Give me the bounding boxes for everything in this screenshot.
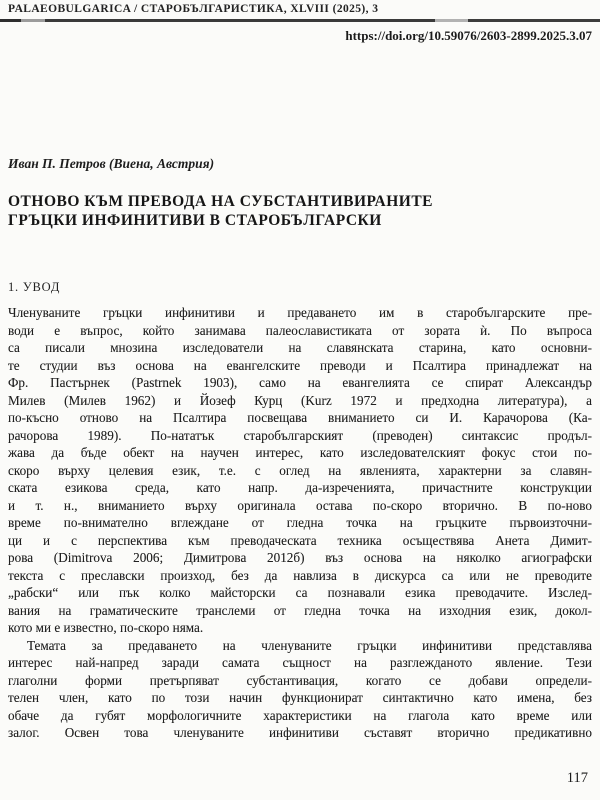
body-text-line: жава да бъде обект на научен интерес, като изследователският фокус стои по- bbox=[8, 445, 592, 460]
body-text-line: рачорова 1989). По-нататък старобългарският (преводен) синтаксис продъл- bbox=[8, 427, 592, 443]
header-rule bbox=[0, 19, 600, 22]
body-text-line: води е въпрос, който занимава палеославистиката от зората ѝ. По въпроса bbox=[8, 322, 592, 338]
body-text-line: и т. н., вниманието върху оригинала остава по-скоро вторично. В по-ново bbox=[8, 497, 592, 513]
body-text-line: време по-внимателно вглеждане от гледна точка на гръцките първоизточни- bbox=[8, 515, 592, 530]
body-text-line: скоро върху целевия език, т.е. с оглед на явленията, характерни за славян- bbox=[8, 462, 592, 478]
body-text-line: обаче да губят морфологичните характеристики на глагола като време или bbox=[8, 707, 592, 723]
body-text bbox=[8, 304, 592, 742]
body-text-line: текста с преславски произход, без да навлиза в дискурса са или не преводите bbox=[8, 567, 592, 583]
body-text-line: телен член, като по този начин функционират синтактично като имена, без bbox=[8, 690, 592, 705]
body-text-line: залог. Освен това членуваните инфинитиви съставят вторично предикативно bbox=[8, 725, 592, 740]
body-text-line: глаголни форми претърпяват субстантивация, когато се добави определи- bbox=[8, 672, 592, 688]
article-title-line-2: ГРЪЦКИ ИНФИНИТИВИ В СТАРОБЪЛГАРСКИ bbox=[8, 212, 382, 229]
body-text-line: Фр. Пастърнек (Pastrnek 1903), само на евангелията се спират Александър bbox=[8, 375, 592, 390]
page-number: 117 bbox=[566, 770, 588, 786]
body-text-line: Темата за предаването на членуваните гръцки инфинитиви представлява bbox=[27, 637, 592, 653]
body-text-line: Милев (Милев 1962) и Йозеф Курц (Kurz 1972 и предходна литература), а bbox=[8, 392, 592, 408]
body-text-line: ци и с перспектива към преводаческата техника осъществява Анета Димит- bbox=[8, 532, 592, 548]
section-heading: 1. УВОД bbox=[8, 280, 61, 294]
article-title-line-1: ОТНОВО КЪМ ПРЕВОДА НА СУБСТАНТИВИРАНИТЕ bbox=[8, 193, 433, 210]
body-text-line: те студии въз основа на евангелските преводи и Псалтира принадлежат на bbox=[8, 357, 592, 373]
body-text-line: вания на граматическите транслеми от гледна точка на изходния език, докол- bbox=[8, 602, 592, 618]
article-title bbox=[8, 192, 592, 230]
body-text-line: кото ми е известно, по-скоро няма. bbox=[8, 620, 204, 635]
body-text-line: интерес най-напред заради самата същност на разглежданото явление. Тези bbox=[8, 655, 592, 670]
journal-header: PALAEOBULGARICA / СТАРОБЪЛГАРИСТИКА, XLVIII (2025), 3 bbox=[8, 3, 379, 15]
body-text-line: Членуваните гръцки инфинитиви и предаването им в старобългарските пре- bbox=[8, 305, 592, 320]
author-line: Иван П. Петров (Виена, Австрия) bbox=[8, 156, 215, 171]
body-text-line: ската езикова среда, като напр. да-изреченията, причастните конструкции bbox=[8, 480, 592, 495]
body-text-line: „рабски“ или пък колко майсторски са познавали езика преводачите. Изслед- bbox=[8, 585, 592, 600]
doi-text: https://doi.org/10.59076/2603-2899.2025.3.07 bbox=[345, 28, 592, 43]
body-text-line: по-късно отново на Псалтира посвещава вниманието си И. Карачорова (Ка- bbox=[8, 410, 592, 425]
body-text-line: са писали мнозина изследователи на славянската старина, като основни- bbox=[8, 340, 592, 355]
body-text-line: рова (Dimitrova 2006; Димитрова 2012б) въз основа на няколко агиографски bbox=[8, 550, 592, 565]
